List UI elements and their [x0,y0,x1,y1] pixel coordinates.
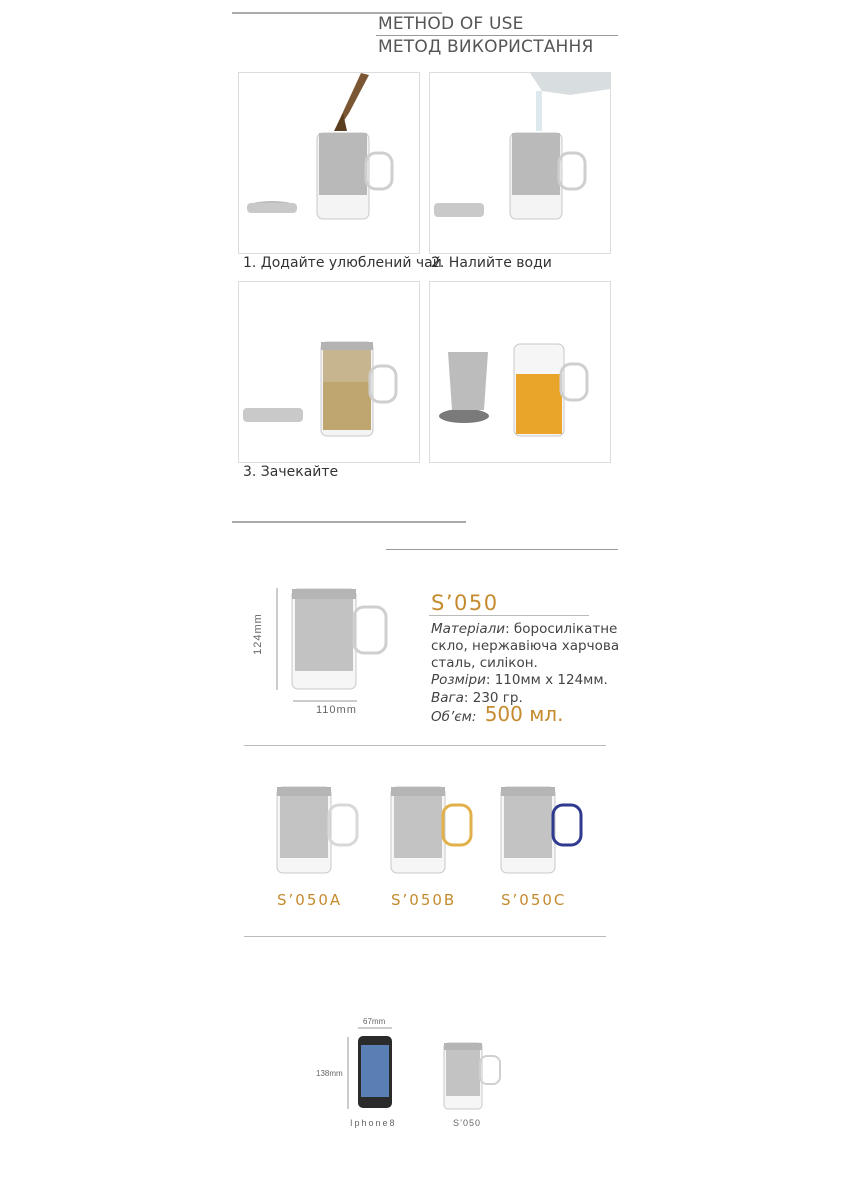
materials-value: : боросилікатне [505,621,618,637]
product-cup-image [268,583,408,723]
title-en: METHOD OF USE [378,14,524,34]
phone-height-label: 138mm [316,1069,343,1078]
materials-label: Матеріали [431,621,506,637]
title-ua: МЕТОД ВИКОРИСТАННЯ [378,37,594,57]
cup-comparison-label: S’050 [453,1118,482,1128]
materials-line-2: скло, нержавіюча харчова [431,638,620,654]
volume-line [431,702,564,726]
volume-value: 500 мл. [484,702,564,726]
dimension-width-label: 110mm [316,704,357,716]
size-label: Розміри [431,672,486,688]
section-rule-left [232,521,466,523]
variant-b-cup [389,787,479,877]
variant-a-cup [275,787,365,877]
step-3-caption: 3. Зачекайте [243,464,339,480]
product-model-rule [429,615,589,616]
spec-rule-bottom [244,745,606,746]
product-model: S’050 [431,591,499,615]
comparison-graphic [340,1025,540,1125]
variant-b-label: S’050B [391,891,457,909]
step-3-panel [238,281,420,463]
step-4-illustration [430,282,610,462]
step-4-panel [429,281,611,463]
dimension-height-label: 124mm [251,613,264,655]
step-3-illustration [239,282,419,462]
size-value: : 110мм х 124мм. [485,672,608,688]
step-1-caption: 1. Додайте улюблений чай [243,255,442,271]
phone-width-label: 67mm [363,1017,386,1026]
section-rule-right [386,549,618,550]
volume-label: Об’єм: [431,709,477,725]
step-1-illustration [239,73,419,253]
phone-label: Iphone8 [350,1118,397,1128]
weight-value: : 230 гр. [463,690,523,706]
materials-line-1 [431,621,617,638]
size-line [431,672,608,689]
materials-line-3: сталь, силікон. [431,655,538,671]
step-2-caption: 2. Налийте води [431,255,552,271]
step-2-panel [429,72,611,254]
variants-rule-bottom [244,936,606,937]
step-1-panel [238,72,420,254]
step-2-illustration [430,73,610,253]
variant-c-cup [499,787,589,877]
weight-label: Вага [431,690,464,706]
variant-a-label: S’050A [277,891,343,909]
header-rule-middle [376,35,618,36]
variant-c-label: S’050C [501,891,567,909]
